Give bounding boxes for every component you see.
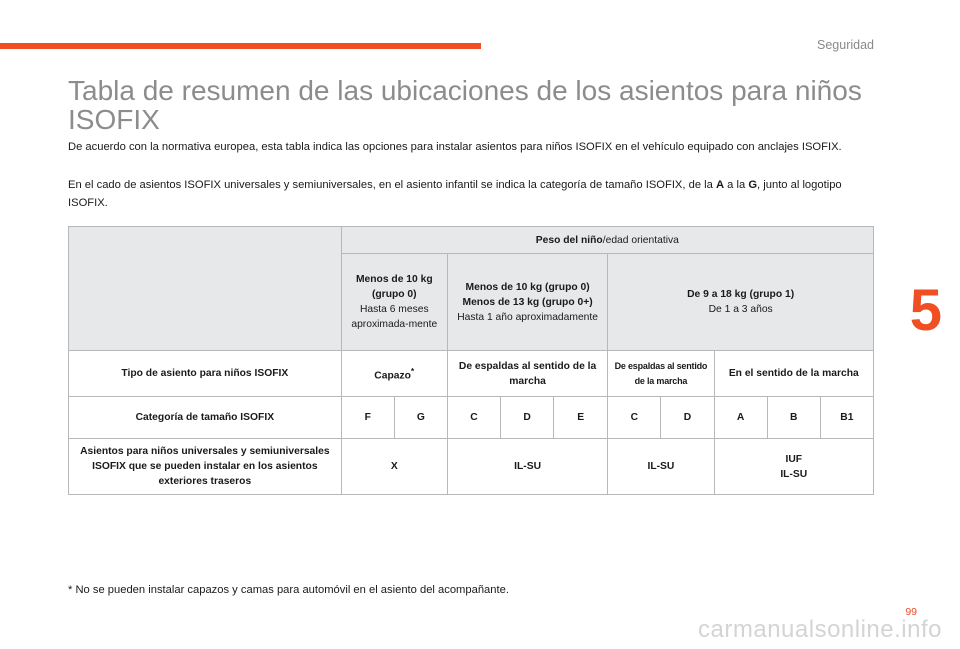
group-0plus-header: Menos de 10 kg (grupo 0) Menos de 13 kg (grupo 0+) Hasta 1 año aproximadamente xyxy=(447,254,607,351)
table-corner-cell xyxy=(69,227,342,351)
weight-header: Peso del niño/edad orientativa xyxy=(341,227,873,254)
page-title: Tabla de resumen de las ubicaciones de los asientos para niños ISOFIX xyxy=(68,75,862,135)
size-cell: D xyxy=(661,397,714,439)
table-row xyxy=(69,439,874,495)
type-rear-facing-small: De espaldas al sentido de la marcha xyxy=(608,351,714,397)
type-label: Tipo de asiento para niños ISOFIX xyxy=(69,351,342,397)
chapter-number: 5 xyxy=(909,278,942,343)
type-capazo: Capazo* xyxy=(341,351,447,397)
size-cell: E xyxy=(554,397,608,439)
type-rear-facing: De espaldas al sentido de la marcha xyxy=(447,351,607,397)
size-cell: G xyxy=(394,397,447,439)
header-accent-bar xyxy=(0,43,481,49)
isofix-summary-table xyxy=(68,226,874,495)
seats-value-rear-small: IL-SU xyxy=(608,439,714,495)
page-number: 99 xyxy=(905,606,917,618)
seats-value-capazo: X xyxy=(341,439,447,495)
size-cell: C xyxy=(608,397,661,439)
intro-paragraph-1: De acuerdo con la normativa europea, esta tabla indica las opciones para instalar asientos para niños ISOFIX en el vehículo equipado con anclajes ISOFIX. xyxy=(68,141,842,153)
section-label: Seguridad xyxy=(817,38,874,52)
group-1-header: De 9 a 18 kg (grupo 1) De 1 a 3 años xyxy=(608,254,874,351)
seats-value-rear: IL-SU xyxy=(447,439,607,495)
size-cell: F xyxy=(341,397,394,439)
table-row xyxy=(69,397,874,439)
size-cell: B xyxy=(767,397,820,439)
type-forward-facing: En el sentido de la marcha xyxy=(714,351,873,397)
group-0-header: Menos de 10 kg (grupo 0) Hasta 6 meses aproximada-mente xyxy=(341,254,447,351)
seats-value-forward: IUF IL-SU xyxy=(714,439,873,495)
table-row xyxy=(69,351,874,397)
size-cell: C xyxy=(447,397,500,439)
size-label: Categoría de tamaño ISOFIX xyxy=(69,397,342,439)
intro-paragraph-2: En el cado de asientos ISOFIX universales y semiuniversales, en el asiento infantil se indica la categoría de tamaño ISOFIX, de la A a la G, junto al logotipo ISOFIX. xyxy=(68,179,842,209)
category-a: A xyxy=(715,179,725,191)
size-cell: D xyxy=(501,397,554,439)
size-cell: A xyxy=(714,397,767,439)
seats-label: Asientos para niños universales y semiuniversales ISOFIX que se pueden instalar en los asientos exteriores traseros xyxy=(69,439,342,495)
watermark: carmanualsonline.info xyxy=(698,616,942,643)
footnote: * No se pueden instalar capazos y camas para automóvil en el asiento del acompañante. xyxy=(68,584,509,596)
size-cell: B1 xyxy=(820,397,873,439)
category-g: G xyxy=(748,179,758,191)
table-row xyxy=(69,227,874,254)
